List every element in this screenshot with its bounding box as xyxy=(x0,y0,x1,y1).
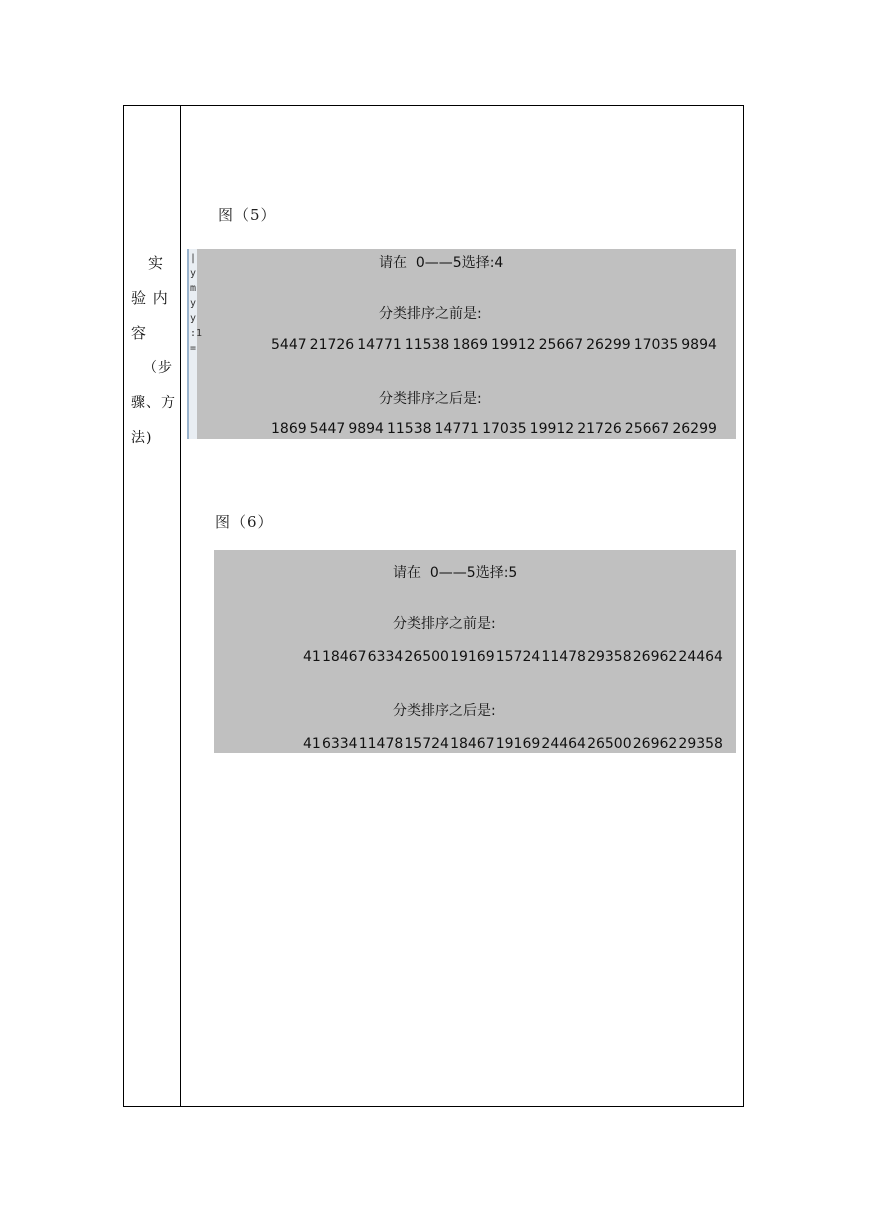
sort-value: 15724 xyxy=(404,736,449,752)
before-sort-label: 分类排序之前是: xyxy=(379,306,482,322)
sort-value: 18467 xyxy=(321,649,367,665)
selection-prompt: 请在 0——5选择:5 xyxy=(393,565,518,581)
sort-value: 19912 xyxy=(491,337,536,353)
edge-glyph: y xyxy=(190,313,197,324)
sort-value: 29358 xyxy=(678,736,723,752)
column-divider xyxy=(180,105,181,1107)
sort-value: 17035 xyxy=(633,337,679,353)
sort-value: 14771 xyxy=(357,337,402,353)
edge-text xyxy=(190,251,203,356)
sort-value: 29358 xyxy=(587,649,632,665)
before-sort-label: 分类排序之前是: xyxy=(393,616,496,632)
sort-value: 9894 xyxy=(348,421,384,437)
sort-value: 21726 xyxy=(577,421,622,437)
figure-5-caption: 图（5） xyxy=(218,206,277,224)
sort-value: 19169 xyxy=(495,736,541,752)
sort-value: 11538 xyxy=(404,337,450,353)
figure-5-console-screenshot xyxy=(187,249,736,439)
edge-glyph: y xyxy=(190,298,197,309)
sort-value: 14771 xyxy=(434,421,480,437)
selection-prompt: 请在 0——5选择:4 xyxy=(379,255,504,271)
sort-value: 19912 xyxy=(529,421,575,437)
sort-value: 41 xyxy=(303,736,321,752)
before-sort-values xyxy=(271,337,717,353)
sort-value: 26299 xyxy=(672,421,717,437)
sort-value: 11538 xyxy=(386,421,432,437)
before-sort-values xyxy=(303,649,723,665)
section-label xyxy=(131,246,177,456)
sort-value: 26500 xyxy=(404,649,449,665)
section-label-line: （步 xyxy=(143,360,173,376)
sort-value: 25667 xyxy=(538,337,584,353)
edge-glyph: y xyxy=(190,268,197,279)
sort-value: 24464 xyxy=(541,736,586,752)
section-label-line: 实 xyxy=(148,254,165,272)
sort-value: 9894 xyxy=(681,337,717,353)
sort-value: 26962 xyxy=(632,649,678,665)
sort-value: 26962 xyxy=(632,736,678,752)
section-label-line: 法) xyxy=(131,430,153,446)
edge-glyph: | xyxy=(190,253,197,264)
figure-6-caption: 图（6） xyxy=(215,513,274,531)
section-label-line: 容 xyxy=(131,324,148,342)
after-sort-label: 分类排序之后是: xyxy=(379,391,482,407)
edge-glyph: = xyxy=(190,343,197,354)
sort-value: 26500 xyxy=(587,736,632,752)
figure-6-console-screenshot xyxy=(214,550,736,753)
sort-value: 24464 xyxy=(678,649,723,665)
edge-glyph: :1 xyxy=(190,328,203,339)
sort-value: 41 xyxy=(303,649,321,665)
sort-value: 5447 xyxy=(271,337,307,353)
sort-value: 18467 xyxy=(450,736,495,752)
sort-value: 15724 xyxy=(495,649,541,665)
after-sort-values xyxy=(303,736,723,752)
after-sort-values xyxy=(271,421,717,437)
sort-value: 19169 xyxy=(450,649,495,665)
sort-value: 25667 xyxy=(624,421,670,437)
after-sort-label: 分类排序之后是: xyxy=(393,703,496,719)
sort-value: 11478 xyxy=(358,736,404,752)
window-edge xyxy=(187,249,203,439)
sort-value: 6334 xyxy=(321,736,358,752)
sort-value: 5447 xyxy=(309,421,346,437)
sort-value: 6334 xyxy=(367,649,404,665)
sort-value: 17035 xyxy=(482,421,527,437)
section-label-line: 骤、方 xyxy=(131,395,176,411)
sort-value: 1869 xyxy=(271,421,307,437)
edge-glyph: m xyxy=(190,283,197,294)
sort-value: 1869 xyxy=(452,337,488,353)
sort-value: 26299 xyxy=(586,337,631,353)
sort-value: 21726 xyxy=(309,337,355,353)
section-label-line: 验 内 xyxy=(131,289,169,307)
sort-value: 11478 xyxy=(541,649,586,665)
